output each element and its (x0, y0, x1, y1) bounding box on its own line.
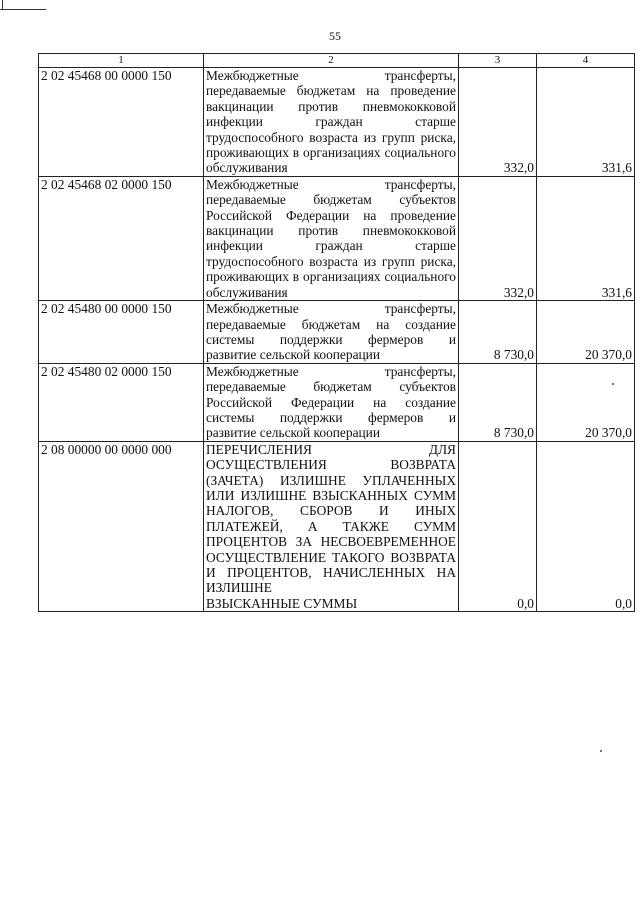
row-amount-col4: 331,6 (537, 176, 635, 300)
row-code: 2 02 45480 02 0000 150 (39, 363, 204, 441)
row-description-last-line: развитие сельской кооперации (206, 347, 381, 363)
budget-table (38, 53, 635, 612)
table-row (39, 363, 635, 441)
page-number: 55 (329, 29, 341, 43)
row-amount-col4: 20 370,0 (537, 363, 635, 441)
row-description (204, 68, 459, 177)
table-row (39, 176, 635, 300)
table-row (39, 301, 635, 364)
row-code: 2 08 00000 00 0000 000 (39, 441, 204, 611)
row-amount-col3: 332,0 (459, 176, 537, 300)
row-amount-col4: 20 370,0 (537, 301, 635, 364)
column-header-4: 4 (537, 54, 635, 68)
row-code: 2 02 45468 00 0000 150 (39, 68, 204, 177)
row-amount-col4: 0,0 (537, 441, 635, 611)
row-description-last-line: ВЗЫСКАННЫЕ СУММЫ (206, 595, 358, 611)
row-amount-col4: 331,6 (537, 68, 635, 177)
table-row (39, 441, 635, 611)
row-description-last-line: развитие сельской кооперации (206, 425, 381, 441)
scan-speck (600, 750, 602, 752)
row-description-last-line: обслуживания (206, 160, 288, 176)
row-amount-col3: 8 730,0 (459, 301, 537, 364)
row-amount-col3: 8 730,0 (459, 363, 537, 441)
scan-speck (612, 383, 614, 385)
row-description-text: Межбюджетные трансферты, передаваемые бюджетам субъектов Российской Федерации на проведение вакцинации против пневмококковой инфекции граждан старше трудоспособного возраста из групп риска, проживающих в организациях социального (206, 176, 456, 285)
column-header-3: 3 (459, 54, 537, 68)
row-code: 2 02 45480 00 0000 150 (39, 301, 204, 364)
scan-corner-mark (0, 0, 46, 10)
column-header-2: 2 (204, 54, 459, 68)
row-description-text: Межбюджетные трансферты, передаваемые бюджетам на проведение вакцинации против пневмококковой инфекции граждан старше трудоспособного возраста из групп риска, проживающих в организациях социального (206, 68, 456, 161)
column-header-1: 1 (39, 54, 204, 68)
row-description (204, 301, 459, 364)
row-code: 2 02 45468 02 0000 150 (39, 176, 204, 300)
row-description (204, 441, 459, 611)
row-description (204, 176, 459, 300)
row-description-text: Межбюджетные трансферты, передаваемые бюджетам на создание системы поддержки фермеров и (206, 301, 456, 347)
row-description-text: Межбюджетные трансферты, передаваемые бюджетам субъектов Российской Федерации на создание системы поддержки фермеров и (206, 363, 456, 425)
table-header-row (39, 54, 635, 68)
row-amount-col3: 0,0 (459, 441, 537, 611)
table-row (39, 68, 635, 177)
row-description-text: ПЕРЕЧИСЛЕНИЯ ДЛЯ ОСУЩЕСТВЛЕНИЯ ВОЗВРАТА (ЗАЧЕТА) ИЗЛИШНЕ УПЛАЧЕННЫХ ИЛИ ИЗЛИШНЕ ВЗЫСКАННЫХ СУММ НАЛОГОВ, СБОРОВ И ИНЫХ ПЛАТЕЖЕЙ, А ТАКЖЕ СУММ ПРОЦЕНТОВ ЗА НЕСВОЕВРЕМЕННОЕ ОСУЩЕСТВЛЕНИЕ ТАКОГО ВОЗВРАТА И ПРОЦЕНТОВ, НАЧИСЛЕННЫХ НА ИЗЛИШНЕ (206, 441, 456, 596)
row-description (204, 363, 459, 441)
row-description-last-line: обслуживания (206, 284, 288, 300)
row-amount-col3: 332,0 (459, 68, 537, 177)
